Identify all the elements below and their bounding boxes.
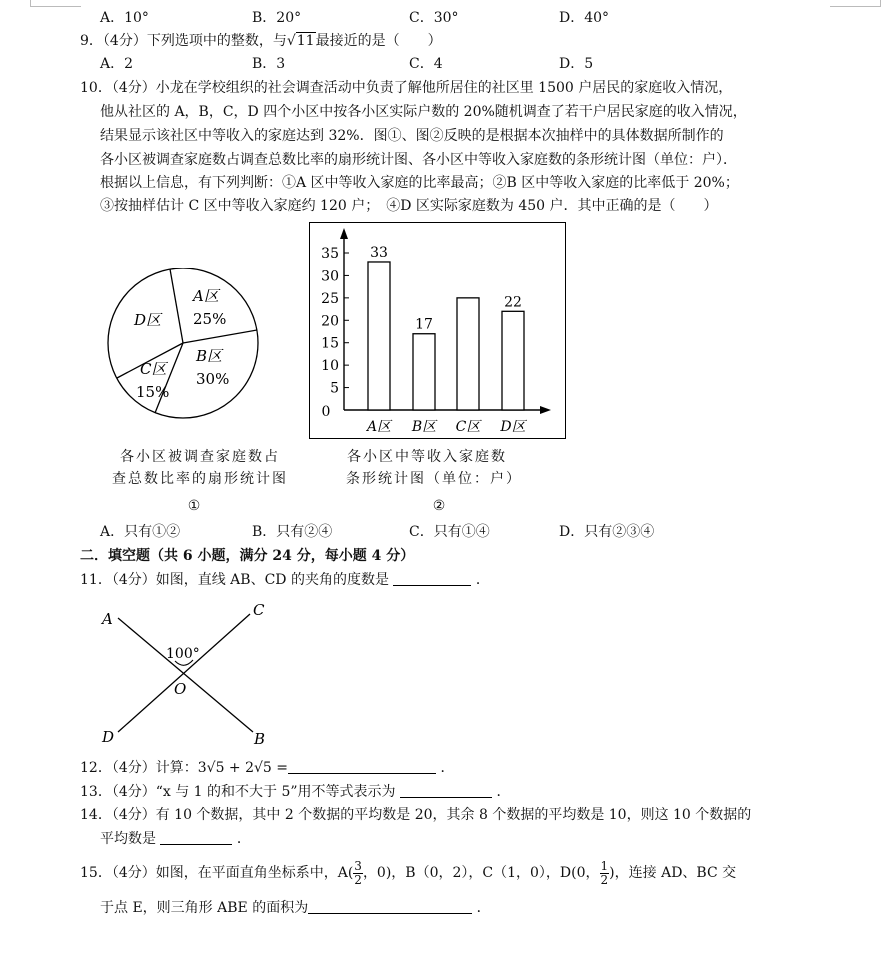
- bar: [368, 262, 390, 410]
- y-tick-label: 35: [321, 246, 339, 262]
- x-axis-arrow: [540, 406, 551, 414]
- page-corner-mark-right: [830, 0, 881, 7]
- q15-fraction-a: [353, 860, 363, 887]
- q12-answer-blank: [288, 759, 436, 774]
- page-corner-mark-left: [30, 0, 81, 7]
- q10-line-3: 结果显示该社区中等收入的家庭达到 32%．图①、图②反映的是根据本次抽样中的具体数据所制作的: [100, 128, 724, 144]
- angle-label: 100°: [166, 646, 200, 662]
- pie-label-d: D区: [134, 311, 162, 329]
- label-c: C: [253, 601, 265, 619]
- q9-option-b: B．3: [252, 56, 286, 72]
- bar-caption-line-1: 各小区中等收入家庭数: [347, 449, 507, 465]
- pie-label-a: A区: [193, 287, 219, 305]
- q13-answer-blank: [400, 783, 492, 798]
- q9-option-d: D．5: [559, 56, 594, 72]
- y-tick-label: 5: [330, 380, 339, 397]
- y-tick-label: 20: [321, 313, 339, 330]
- label-d: D: [102, 728, 115, 746]
- pie-caption-line-1: 各小区被调查家庭数占: [120, 449, 280, 465]
- q13-end: ．: [496, 784, 511, 800]
- q12-before: 12．（4分）计算：: [80, 760, 198, 776]
- pie-pct-c: 15%: [136, 383, 170, 401]
- q9-stem-before: 9．（4分）下列选项中的整数，与: [80, 33, 287, 49]
- q13-stem: [80, 782, 510, 802]
- q15-d-num: 1: [600, 858, 609, 873]
- q14-answer-blank: [160, 830, 232, 845]
- q11-answer-blank: [393, 571, 471, 586]
- y-axis-arrow: [340, 228, 348, 239]
- q15-part-1: 15．（4分）如图，在平面直角坐标系中，A(: [80, 865, 354, 881]
- q8-option-a: A．10°: [100, 10, 149, 26]
- q15-a-num: 3: [354, 858, 362, 873]
- q14-line-1: 14．（4分）有 10 个数据，其中 2 个数据的平均数是 20，其余 8 个数据的平均数是 10，则这 10 个数据的: [80, 807, 752, 823]
- q15-part-2: ，0)，B（0，2），C（1，0），D(0，: [362, 865, 600, 881]
- bar-figure-number: ②: [432, 498, 448, 514]
- q10-option-a: A．只有①②: [100, 524, 181, 540]
- q14-end: ．: [236, 831, 251, 847]
- q14-line-2: [100, 829, 251, 849]
- q8-option-b: B．20°: [252, 10, 302, 26]
- q9-stem: 9．（4分）下列选项中的整数，与√11最接近的是（ ）: [80, 33, 442, 49]
- pie-chart: [100, 268, 270, 424]
- label-a: A: [102, 610, 113, 628]
- q15-line-2-text: 于点 E，则三角形 ABE 的面积为: [100, 900, 309, 916]
- x-tick-label: B区: [411, 419, 437, 435]
- q15-d-den: 2: [600, 872, 609, 887]
- q15-line-2: [100, 898, 491, 918]
- bar: [502, 311, 524, 410]
- pie-divider-a-d: [170, 269, 183, 343]
- q10-line-1: 10．（4分）小龙在学校组织的社会调查活动中负责了解他所居住的社区里 1500 户居民的家庭收入情况，: [80, 80, 733, 96]
- q10-option-b: B．只有②④: [252, 524, 333, 540]
- x-tick-label: A区: [366, 419, 392, 435]
- pie-pct-b: 30%: [196, 370, 230, 388]
- x-tick-label: C区: [455, 419, 481, 435]
- pie-figure-number: ①: [187, 498, 203, 514]
- bar: [413, 334, 435, 410]
- q15-line-1: [80, 858, 736, 888]
- pie-divider-b-c: [155, 343, 183, 413]
- q10-line-4: 各小区被调查家庭数占调查总数比率的扇形统计图、各小区中等收入家庭数的条形统计图（单位：户）．: [100, 152, 737, 168]
- y-tick-label: 25: [321, 290, 339, 307]
- q12-stem: [80, 758, 454, 778]
- q15-fraction-d: [600, 860, 610, 887]
- bar-data-label: 33: [370, 244, 388, 261]
- y-tick-label: 0: [321, 404, 331, 420]
- pie-divider-a-b: [183, 330, 257, 343]
- pie-label-b: B区: [196, 347, 223, 365]
- q11-figure: [98, 600, 278, 748]
- label-b: B: [254, 730, 266, 748]
- y-tick-label: 15: [321, 335, 339, 352]
- line-cd: [118, 614, 250, 732]
- section-2-heading: 二．填空题（共 6 小题，满分 24 分，每小题 4 分）: [80, 548, 415, 564]
- q15-end: ．: [476, 900, 491, 916]
- bar-caption-line-2: 条形统计图（单位：户）: [346, 471, 522, 487]
- pie-label-c: C区: [140, 360, 167, 378]
- q15-a-den: 2: [354, 872, 362, 887]
- bar-data-label: 22: [504, 294, 522, 311]
- bar: [457, 298, 479, 410]
- bar-data-label: 17: [415, 316, 433, 333]
- y-tick-label: 10: [321, 358, 339, 375]
- q10-option-d: D．只有②③④: [559, 524, 655, 540]
- q15-part-3: )，连接 AD、BC 交: [609, 865, 737, 881]
- q9-stem-after: 最接近的是（ ）: [315, 33, 442, 49]
- q10-line-2: 他从社区的 A，B，C，D 四个小区中按各小区实际户数的 20%随机调查了若干户居民家庭的收入情况，: [100, 104, 747, 120]
- pie-pct-a: 25%: [193, 310, 227, 328]
- q14-line-2-text: 平均数是: [100, 831, 156, 847]
- q8-option-d: D．40°: [559, 10, 610, 26]
- q11-stem: [80, 570, 490, 590]
- q12-expression: 3√5 + 2√5 =: [197, 760, 289, 776]
- q15-answer-blank: [308, 899, 472, 914]
- q10-line-5: 根据以上信息，有下列判断：①A 区中等收入家庭的比率最高；②B 区中等收入家庭的比率低于 20%；: [100, 175, 739, 191]
- bar-chart: [310, 223, 565, 438]
- line-ab: [118, 618, 253, 732]
- q11-text: 11．（4分）如图，直线 AB、CD 的夹角的度数是: [80, 572, 389, 588]
- q11-end: ．: [475, 572, 490, 588]
- y-tick-label: 30: [321, 268, 339, 285]
- q8-option-c: C．30°: [409, 10, 459, 26]
- label-o: O: [174, 680, 187, 698]
- q10-option-c: C．只有①④: [409, 524, 490, 540]
- pie-caption-line-2: 查总数比率的扇形统计图: [112, 471, 288, 487]
- q10-line-6: ③按抽样估计 C 区中等收入家庭约 120 户； ④D 区实际家庭数为 450 户．其中正确的是（ ）: [100, 198, 718, 214]
- q9-radical: 11: [296, 33, 315, 49]
- q9-option-a: A．2: [100, 56, 134, 72]
- q9-option-c: C．4: [409, 56, 443, 72]
- x-tick-label: D区: [500, 419, 526, 435]
- q12-end: ．: [440, 760, 455, 776]
- q13-text: 13．（4分）“x 与 1 的和不大于 5”用不等式表示为: [80, 784, 396, 800]
